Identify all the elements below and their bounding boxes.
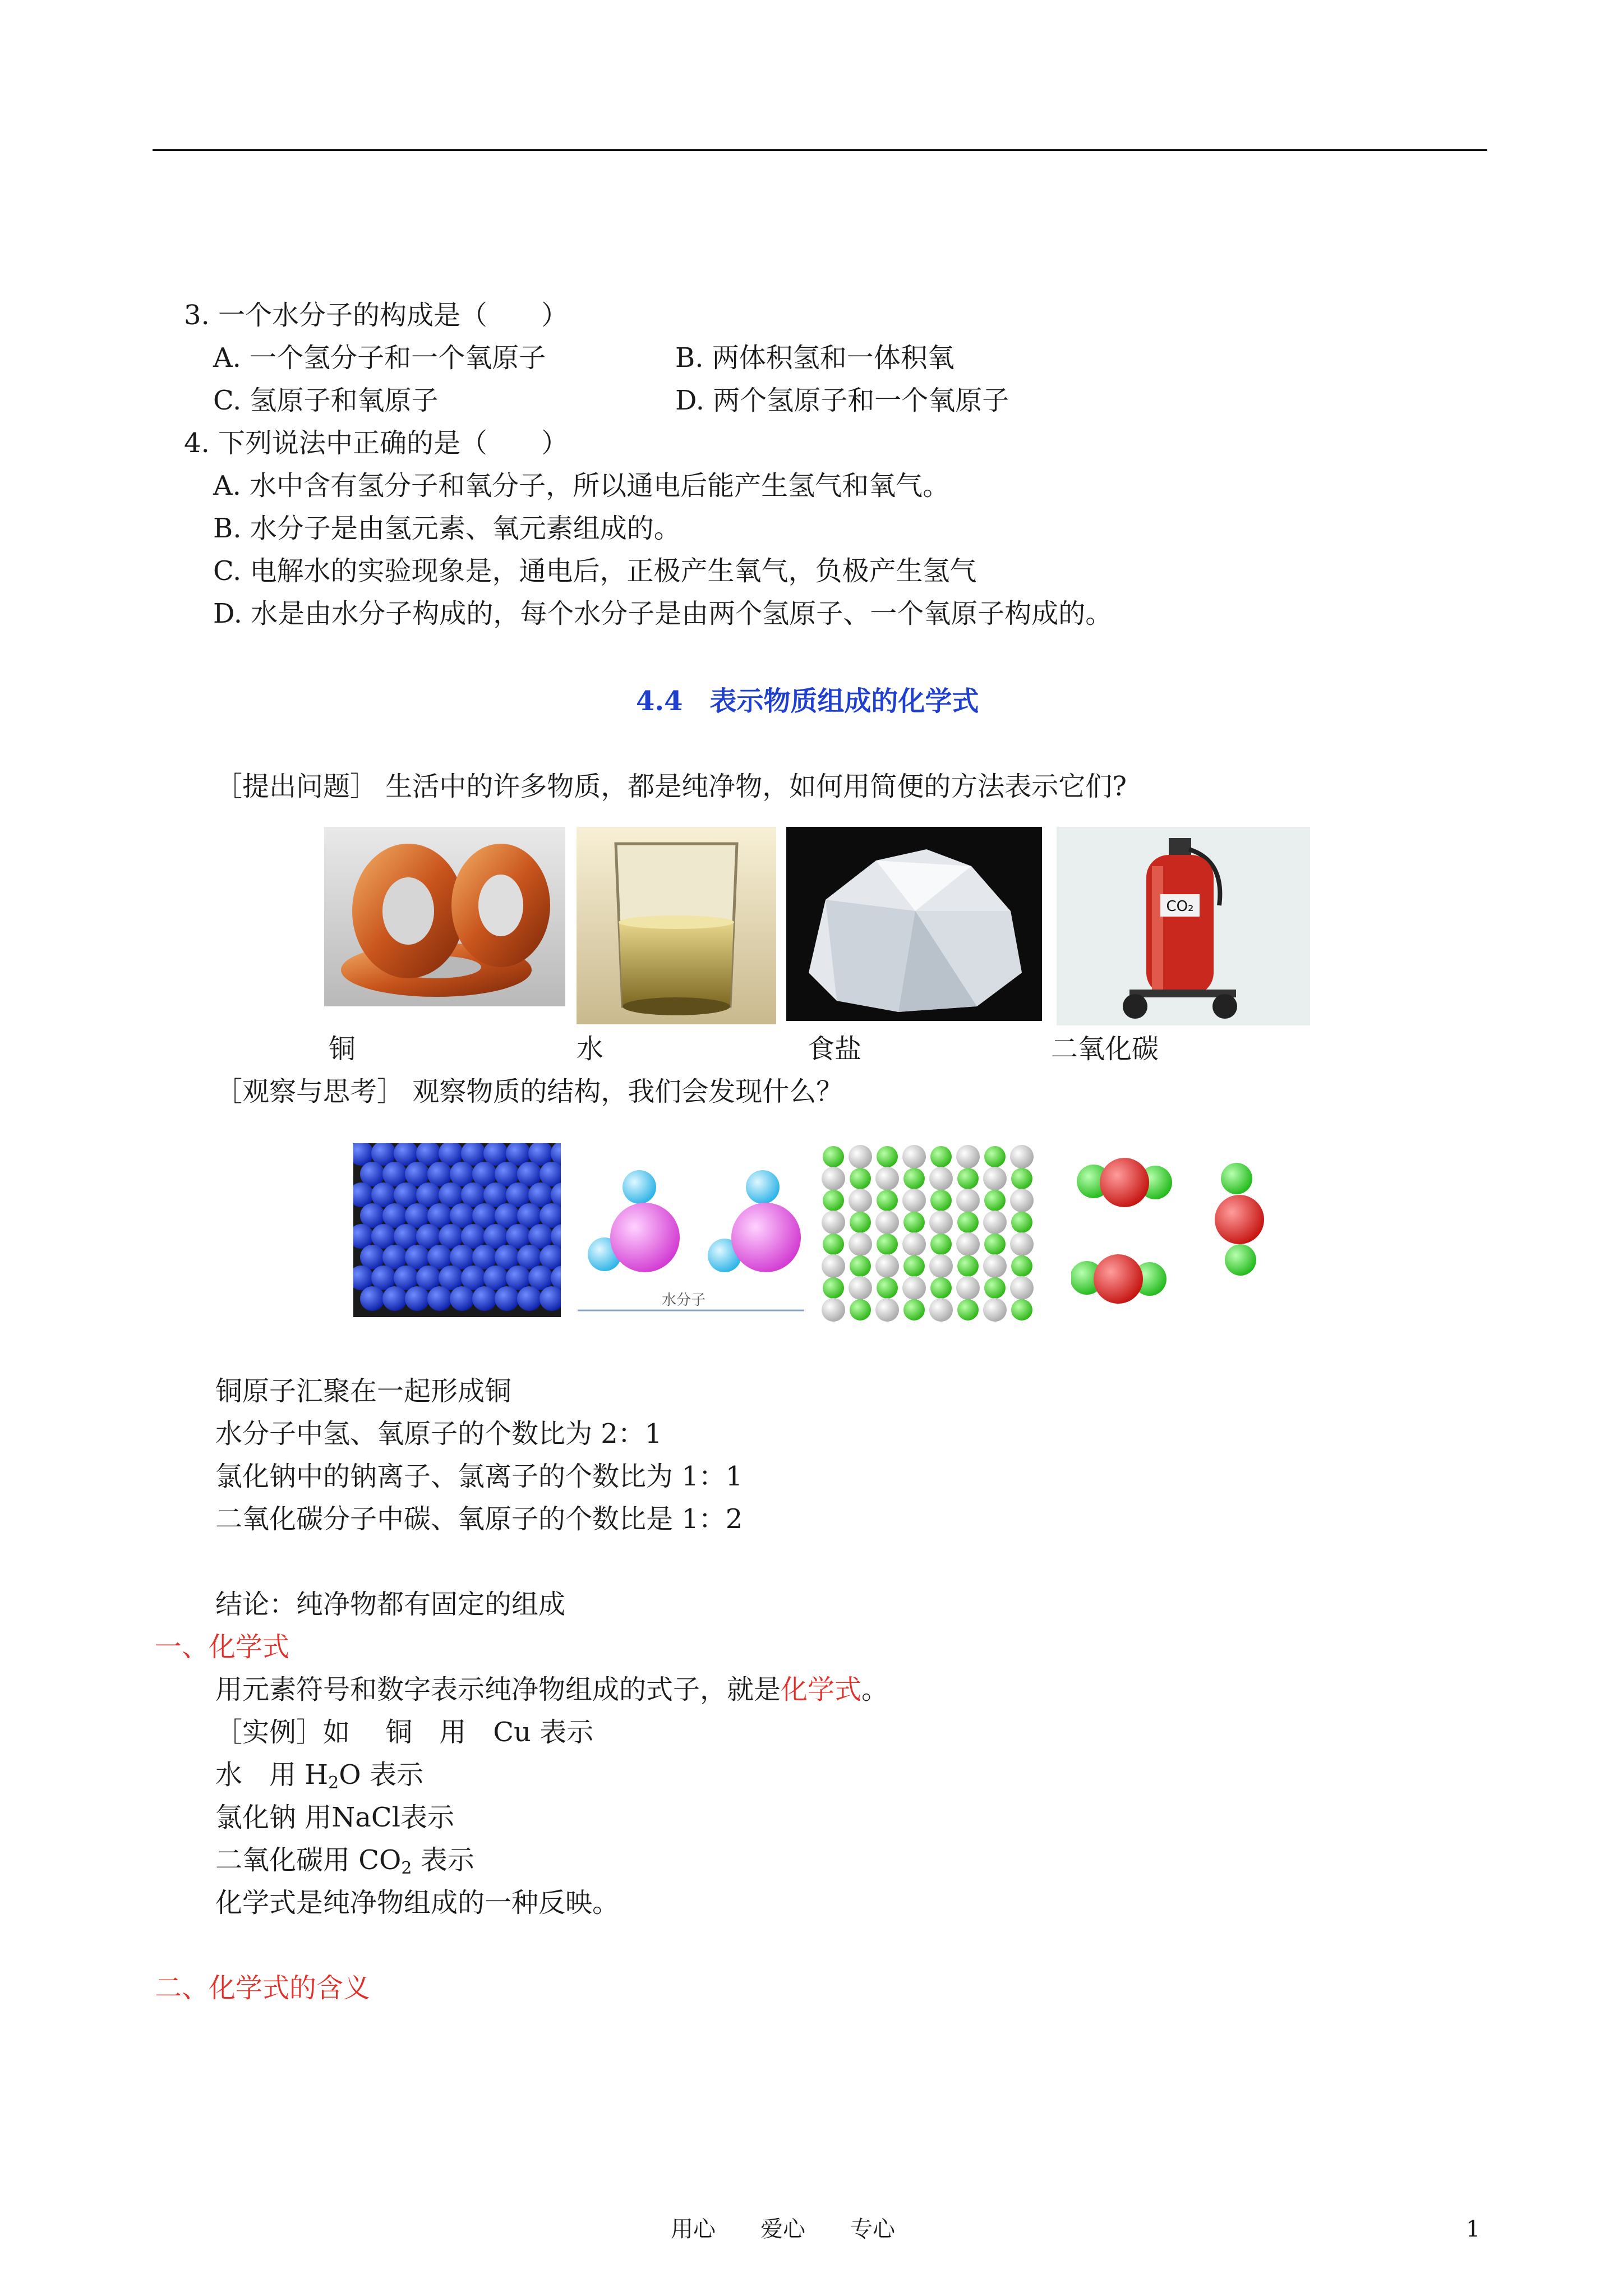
sodium-ion (956, 1276, 980, 1300)
copper-atom (371, 1182, 396, 1207)
q3-option-c: C. 氢原子和氧原子 (213, 385, 439, 416)
copper-atom (382, 1286, 407, 1311)
co2-suffix: 表示 (412, 1844, 474, 1876)
caption-copper: 铜 (329, 1033, 356, 1065)
water-molecule-caption: 水分子 (662, 1292, 706, 1309)
copper-atom (371, 1224, 396, 1249)
copper-atom (405, 1245, 430, 1269)
q3-option-a: A. 一个氢分子和一个氧原子 (213, 342, 546, 374)
definition-suffix: 。 (861, 1674, 889, 1705)
sodium-ion (929, 1211, 953, 1234)
copper-atom (382, 1162, 407, 1186)
co2-subscript: 2 (401, 1858, 412, 1878)
chloride-ion (957, 1168, 979, 1189)
copper-atom (405, 1162, 430, 1186)
copper-atom (416, 1182, 441, 1207)
sodium-ion (956, 1145, 980, 1168)
salt-crystal-photo (786, 827, 1042, 1021)
copper-atom (394, 1266, 418, 1290)
chloride-ion (957, 1255, 979, 1277)
example-copper: ［实例］如 铜 用 Cu 表示 (215, 1717, 594, 1748)
chloride-ion (850, 1255, 871, 1277)
copper-atom (450, 1245, 474, 1269)
heading-formula-meaning: 二、化学式的含义 (155, 1972, 371, 2004)
sodium-ion (822, 1298, 845, 1322)
copper-atom (495, 1162, 519, 1186)
carbon-dioxide-molecules-diagram (1071, 1148, 1279, 1316)
heading-chemical-formula: 一、化学式 (155, 1631, 290, 1663)
chloride-ion (850, 1299, 871, 1320)
q4-stem: 4. 下列说法中正确的是（ ） (184, 427, 569, 459)
observation-sodium-chloride: 氯化钠中的钠离子、氯离子的个数比为 1：1 (215, 1461, 743, 1492)
chloride-ion (877, 1146, 898, 1167)
q3-option-d: D. 两个氢原子和一个氧原子 (675, 385, 1009, 416)
copper-atom (472, 1245, 497, 1269)
copper-atom (472, 1162, 497, 1186)
sodium-ion (1010, 1189, 1034, 1212)
copper-atom (416, 1266, 441, 1290)
copper-atom (495, 1203, 519, 1228)
copper-atom (405, 1286, 430, 1311)
sodium-ion (822, 1211, 845, 1234)
copper-atom (371, 1266, 396, 1290)
co2-prefix: 二氧化碳用 CO (215, 1844, 402, 1876)
sodium-ion (822, 1254, 845, 1278)
sodium-ion (875, 1167, 899, 1190)
definition-line (215, 1676, 888, 1703)
chloride-ion (984, 1190, 1006, 1211)
copper-atom (416, 1224, 441, 1249)
copper-atom (517, 1203, 542, 1228)
copper-atom (517, 1245, 542, 1269)
sodium-ion (902, 1276, 926, 1300)
copper-atom (483, 1224, 508, 1249)
example-water (215, 1761, 423, 1792)
copper-atom (360, 1245, 385, 1269)
sodium-chloride-lattice-diagram (820, 1144, 1040, 1322)
copper-atom (517, 1162, 542, 1186)
copper-atom (483, 1182, 508, 1207)
copper-atom (360, 1203, 385, 1228)
sodium-ion (983, 1298, 1007, 1322)
copper-atom (472, 1203, 497, 1228)
copper-atom (360, 1286, 385, 1311)
example-carbon-dioxide (215, 1844, 474, 1878)
section-title: 4.4 表示物质组成的化学式 (636, 685, 979, 717)
sodium-ion (1010, 1145, 1034, 1168)
copper-atom (405, 1203, 430, 1228)
copper-atom (394, 1182, 418, 1207)
sodium-ion (983, 1211, 1007, 1234)
chloride-ion (823, 1190, 844, 1211)
copper-atom (495, 1245, 519, 1269)
copper-atom (495, 1286, 519, 1311)
observation-copper: 铜原子汇聚在一起形成铜 (215, 1375, 512, 1407)
chloride-ion (877, 1234, 898, 1255)
sodium-ion (929, 1254, 953, 1278)
sodium-ion (983, 1167, 1007, 1190)
chloride-ion (1011, 1299, 1032, 1320)
chloride-ion (957, 1212, 979, 1233)
copper-atom (517, 1286, 542, 1311)
chloride-ion (984, 1234, 1006, 1255)
q4-option-c: C. 电解水的实验现象是，通电后，正极产生氧气，负极产生氢气 (213, 555, 977, 587)
chloride-ion (903, 1299, 925, 1320)
copper-atom (450, 1203, 474, 1228)
conclusion: 结论：纯净物都有固定的组成 (215, 1589, 566, 1620)
chloride-ion (850, 1168, 871, 1189)
chloride-ion (957, 1299, 979, 1320)
sodium-ion (983, 1254, 1007, 1278)
copper-atom (427, 1162, 452, 1186)
caption-water: 水 (577, 1033, 604, 1065)
copper-atom (439, 1182, 463, 1207)
copper-atom (506, 1224, 531, 1249)
sodium-ion (849, 1276, 872, 1300)
copper-rings-photo (324, 827, 565, 1006)
copper-atom (360, 1162, 385, 1186)
copper-atom (427, 1245, 452, 1269)
chloride-ion (903, 1255, 925, 1277)
question-prompt: ［提出问题］ 生活中的许多物质，都是纯净物，如何用简便的方法表示它们? (215, 771, 1127, 802)
sodium-ion (929, 1298, 953, 1322)
chloride-ion (930, 1146, 952, 1167)
copper-atom (450, 1286, 474, 1311)
caption-salt: 食盐 (808, 1033, 862, 1065)
copper-atom (528, 1182, 553, 1207)
q3-stem: 3. 一个水分子的构成是（ ） (184, 300, 569, 331)
chloride-ion (823, 1234, 844, 1255)
chloride-ion (1011, 1255, 1032, 1277)
sodium-ion (902, 1145, 926, 1168)
extinguisher-label: CO₂ (1166, 898, 1194, 915)
chloride-ion (1011, 1212, 1032, 1233)
copper-atom (450, 1162, 474, 1186)
observation-carbon-dioxide: 二氧化碳分子中碳、氧原子的个数比是 1：2 (215, 1503, 743, 1535)
definition-term: 化学式 (781, 1674, 862, 1705)
sodium-ion (875, 1254, 899, 1278)
copper-atom (528, 1224, 553, 1249)
copper-atom (439, 1266, 463, 1290)
sodium-ion (875, 1211, 899, 1234)
copper-atom (439, 1224, 463, 1249)
water-molecule-diagram (578, 1148, 804, 1316)
copper-atom-lattice-diagram (353, 1143, 561, 1317)
chloride-ion (903, 1168, 925, 1189)
chloride-ion (903, 1212, 925, 1233)
example-sodium-chloride: 氯化钠 用NaCl表示 (215, 1802, 454, 1833)
co2-extinguisher-photo (1057, 827, 1310, 1025)
sodium-ion (849, 1145, 872, 1168)
chloride-ion (850, 1212, 871, 1233)
observe-prompt: ［观察与思考］ 观察物质的结构，我们会发现什么？ (215, 1076, 843, 1107)
copper-atom (506, 1182, 531, 1207)
chloride-ion (930, 1277, 952, 1299)
sodium-ion (902, 1232, 926, 1256)
sodium-ion (1010, 1232, 1034, 1256)
chloride-ion (984, 1277, 1006, 1299)
q4-option-d: D. 水是由水分子构成的，每个水分子是由两个氢原子、一个氧原子构成的。 (213, 598, 1113, 629)
chloride-ion (823, 1146, 844, 1167)
water-subscript: 2 (328, 1773, 339, 1793)
copper-atom (427, 1203, 452, 1228)
sodium-ion (849, 1232, 872, 1256)
copper-atom (394, 1224, 418, 1249)
sodium-ion (1010, 1276, 1034, 1300)
page-number: 1 (1466, 2216, 1481, 2242)
copper-atom (528, 1266, 553, 1290)
copper-atom (461, 1182, 486, 1207)
sodium-ion (875, 1298, 899, 1322)
caption-carbon-dioxide: 二氧化碳 (1051, 1033, 1159, 1065)
sodium-ion (902, 1189, 926, 1212)
observation-water: 水分子中氢、氧原子的个数比为 2：1 (215, 1418, 662, 1450)
chloride-ion (984, 1146, 1006, 1167)
copper-atom (461, 1266, 486, 1290)
q4-option-b: B. 水分子是由氢元素、氧元素组成的。 (213, 513, 681, 544)
q3-option-b: B. 两体积氢和一体积氧 (675, 342, 955, 374)
header-rule (153, 149, 1487, 151)
sodium-ion (929, 1167, 953, 1190)
chloride-ion (877, 1277, 898, 1299)
sodium-ion (822, 1167, 845, 1190)
chloride-ion (930, 1190, 952, 1211)
copper-atom (427, 1286, 452, 1311)
water-prefix: 水 用 H (215, 1759, 329, 1791)
copper-atom (382, 1245, 407, 1269)
definition-prefix: 用元素符号和数字表示纯净物组成的式子，就是 (215, 1674, 781, 1705)
copper-atom (461, 1224, 486, 1249)
q4-option-a: A. 水中含有氢分子和氧分子，所以通电后能产生氢气和氧气。 (213, 470, 950, 501)
copper-atom (472, 1286, 497, 1311)
footer-slogan: 用心 爱心 专心 (671, 2216, 895, 2242)
chloride-ion (877, 1190, 898, 1211)
chloride-ion (930, 1234, 952, 1255)
formula-reflection: 化学式是纯净物组成的一种反映。 (215, 1887, 620, 1918)
water-suffix: O 表示 (339, 1759, 423, 1791)
copper-atom (382, 1203, 407, 1228)
sodium-ion (849, 1189, 872, 1212)
copper-atom (483, 1266, 508, 1290)
water-glass-photo (577, 827, 776, 1024)
sodium-ion (956, 1189, 980, 1212)
copper-atom (506, 1266, 531, 1290)
chloride-ion (1011, 1168, 1032, 1189)
chloride-ion (823, 1277, 844, 1299)
sodium-ion (956, 1232, 980, 1256)
